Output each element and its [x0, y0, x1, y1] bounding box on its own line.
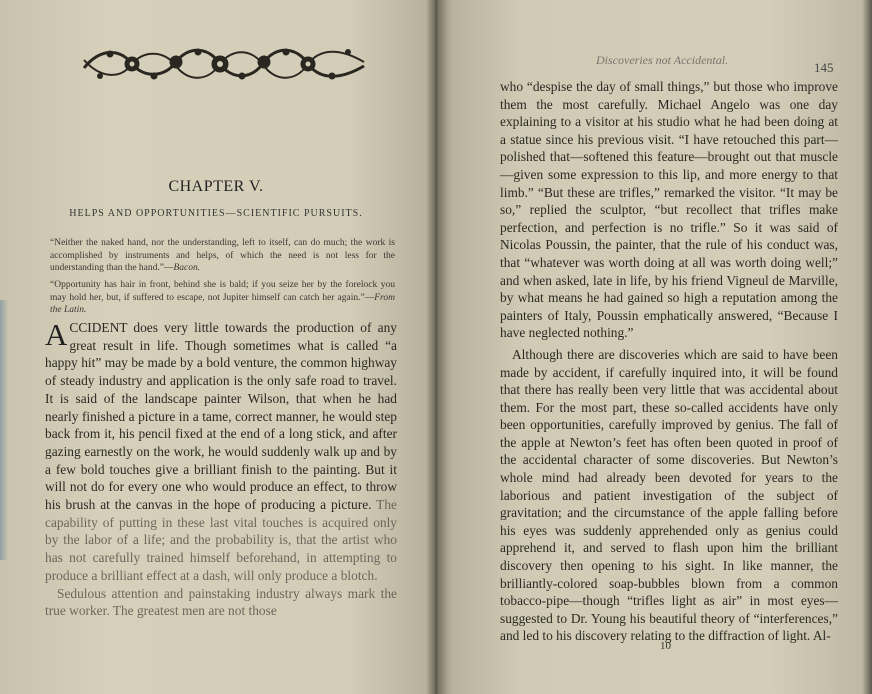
- signature-mark: 10: [660, 640, 671, 652]
- page-number: 145: [814, 60, 834, 75]
- right-body-text: [500, 78, 838, 645]
- left-page: [0, 0, 432, 694]
- left-body-faded: The capability of putting in these last vital touches is acquired only by the labor of a life; and the probability is, that the artist who has not carefully trained himself beforehand, in attempting to produce a brilliant effect at a dash, will only produce a blotch.: [45, 497, 397, 583]
- epigraph-bacon-text: “Neither the naked hand, nor the understanding, left to itself, can do much; the work is accomplished by instruments and helps, of which the need is not less for the understanding than the hand.”—: [50, 238, 395, 274]
- right-paragraph-1: who “despise the day of small things,” but those who improve them the most carefully. Michael Angelo was one day explaining to a visitor at his studio what he had been doing at a statue since his previous visit. “I have retouched this part—polished that—softened this feature—brought out that muscle—given some expression to this lip, and more energy to that limb.” “But these are trifles,” remarked the visitor. “It may be so,” replied the sculptor, “but recollect that trifles make perfection, and perfection is no trifle.” So it was said of Nicolas Poussin, the painter, that the rule of his conduct was, that “whatever was worth doing at all was worth doing well;” and when asked, late in life, by his friend Vigneul de Marville, by what means he had gained so high a reputation among the painters of Italy, Poussin emphatically answered, “Because I have neglected nothing.”: [500, 79, 838, 341]
- left-body-last: Sedulous attention and painstaking industry always mark the true worker. The greatest men are not those: [45, 585, 397, 619]
- epigraph-bacon: [50, 237, 395, 275]
- right-paragraph-2: Although there are discoveries which are said to have been made by accident, if carefully inquired into, it will be found that there has really been very little that was accidental about them. For the most part, these so-called accidents have only been opportunities, carefully improved by genius. The fall of the apple at Newton’s feet has often been quoted in proof of the accidental character of some discoveries. But Newton’s whole mind had already been devoted for years to the laborious and patient investigation of the subject of gravitation; and the circumstance of the apple falling before his eyes was suddenly apprehended only as genius could apprehend it, and served to flash upon him the brilliant discovery then opening to his sight. In like manner, the brilliantly-colored soap-bubbles blown from a common tobacco-pipe—though “trifles light as air” in most eyes—suggested to Dr. Young his beautiful theory of “interferences,” and led to his discovery relating to the diffraction of light. Al-: [500, 346, 838, 644]
- page-edge-right: [862, 0, 872, 694]
- epigraph-latin-attribution: From the Latin.: [50, 292, 395, 316]
- left-body-text: [45, 319, 397, 620]
- left-body-main: CCIDENT does very little towards the production of any great result in life. Though sometimes what is called “a happy hit” may be made by a bold venture, the common highway of steady industry and application is the only safe road to travel. It is said of the landscape painter Wilson, that when he had nearly finished a picture in a tame, correct manner, he would step back from it, his pencil fixed at the end of a long stick, and after gazing earnestly on the work, he would suddenly walk up and by a few bold touches give a brilliant finish to the painting. But it will not do for every one who would produce an effect, to throw his brush at the canvas in the hope of producing a picture.: [45, 320, 397, 513]
- chapter-subtitle: HELPS AND OPPORTUNITIES—SCIENTIFIC PURSUITS.: [69, 208, 363, 219]
- drop-cap: A: [45, 317, 68, 352]
- epigraph-latin: [50, 279, 395, 317]
- chapter-title: CHAPTER V.: [168, 178, 264, 195]
- epigraph-latin-text: “Opportunity has hair in front, behind she is bald; if you seize her by the forelock you may hold her, but, if suffered to escape, not Jupiter himself can catch her again.”—: [50, 280, 395, 303]
- floral-headpiece-ornament: [80, 38, 368, 90]
- epigraph-bacon-attribution: Bacon.: [173, 263, 201, 274]
- running-head: Discoveries not Accidental.: [596, 53, 729, 67]
